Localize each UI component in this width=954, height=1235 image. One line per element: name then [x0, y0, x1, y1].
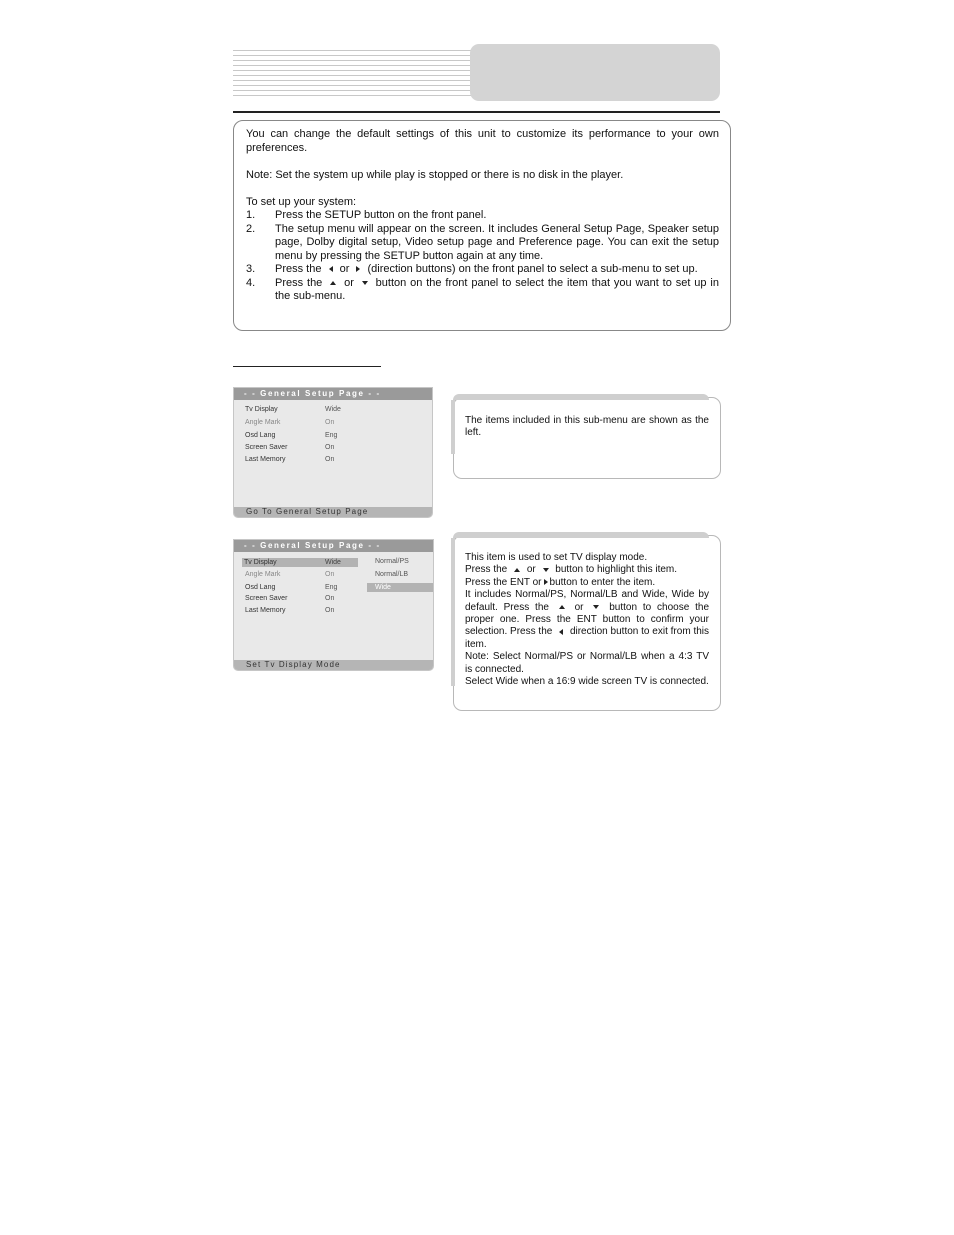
osd-row-label: Tv Display [245, 406, 278, 413]
osd-row-value: Wide [325, 559, 341, 566]
osd-row-value: On [325, 419, 335, 426]
left-arrow-icon [329, 266, 333, 272]
intro-note: Note: Set the system up while play is stopped or there is no disk in the player. [246, 168, 624, 181]
osd-row-label: Screen Saver [245, 595, 288, 602]
osd-row-value: On [325, 444, 335, 451]
osd-row-value: On [325, 456, 335, 463]
step-text: or [339, 263, 350, 275]
osd-footer: Set Tv Display Mode [234, 660, 433, 670]
osd-row-label: Screen Saver [245, 444, 288, 451]
callout-shade [453, 532, 709, 538]
osd-row-value: Eng [325, 584, 338, 591]
callout-text: button to choose the proper one. Press the ENT button to confirm your selection. Press the [465, 601, 710, 638]
callout-shade [451, 538, 455, 686]
header-rule [233, 111, 720, 113]
intro-paragraph: You can change the default settings of this unit to customize its performance to your own preferences. [246, 128, 719, 154]
osd-title: - - General Setup Page - - [234, 540, 433, 552]
osd-row-label: Angle Mark [245, 419, 281, 426]
callout-line: Select Wide when a 16:9 wide screen TV is connected. [465, 676, 709, 688]
callout-line: Note: Select Normal/PS or Normal/LB when a 4:3 TV is connected. [465, 651, 709, 675]
osd-row-value: On [325, 571, 335, 578]
callout-text: button to highlight this item. [555, 564, 678, 576]
osd-option: Normal/PS [375, 558, 409, 565]
osd-row-value: Eng [325, 432, 338, 439]
callout-text: It includes Normal/PS, Normal/LB and Wide, Wide by default. Press the [465, 589, 709, 613]
callout-text: direction button to exit from this item. [465, 626, 710, 650]
osd-row-value: Wide [325, 406, 341, 413]
callout-line: This item is used to set TV display mode. [465, 552, 648, 563]
step-text: (direction buttons) on the front panel to select a sub-menu to set up. [367, 263, 698, 275]
osd-title: - - General Setup Page - - [234, 388, 432, 400]
callout-tv-display-info [453, 535, 721, 711]
step-text: button on the front panel to select the item that you want to set up in the sub-menu. [275, 276, 719, 302]
step-number: 1. [246, 209, 256, 221]
step-number: 2. [246, 222, 256, 235]
callout-line [465, 577, 709, 589]
osd-row-value: On [325, 607, 335, 614]
osd-screen-tv-display [233, 539, 434, 671]
step-text: or [344, 276, 354, 289]
step-text: Press the [275, 263, 322, 275]
osd-screen-general [233, 387, 433, 518]
up-arrow-icon [559, 605, 565, 609]
step-text: Press the [275, 276, 323, 289]
callout-text: or [526, 564, 536, 576]
callout-shade [451, 400, 455, 454]
right-arrow-icon [544, 579, 548, 585]
left-arrow-icon [559, 629, 563, 635]
step-item [246, 223, 719, 264]
header-stripes [233, 50, 473, 96]
osd-row-label: Osd Lang [245, 432, 276, 439]
intro-box [233, 120, 731, 331]
callout-line [465, 564, 709, 576]
callout-text: or [574, 601, 584, 613]
osd-row-value: On [325, 595, 335, 602]
osd-option: Wide [375, 584, 391, 591]
step-text: Press the SETUP button on the front panel. [275, 209, 487, 221]
down-arrow-icon [543, 568, 549, 572]
step-number: 4. [246, 276, 256, 289]
up-arrow-icon [514, 568, 520, 572]
step-item [246, 209, 719, 223]
osd-row-label: Osd Lang [245, 584, 276, 591]
callout-submenu-info [453, 397, 721, 479]
callout-text: The items included in this sub-menu are shown as the left. [465, 415, 709, 439]
osd-row-label: Angle Mark [245, 571, 281, 578]
osd-option: Normal/LB [375, 571, 409, 578]
step-item [246, 277, 719, 304]
callout-text: Press the ENT or [465, 576, 542, 588]
osd-footer: Go To General Setup Page [234, 507, 432, 517]
setup-steps [246, 209, 719, 304]
callout-line [465, 589, 709, 651]
up-arrow-icon [330, 281, 336, 285]
step-item [246, 263, 719, 277]
step-number: 3. [246, 263, 256, 275]
section-rule [233, 366, 381, 367]
step-text: The setup menu will appear on the screen. It includes General Setup Page, Speaker setup page, Dolby digital setup, Video setup page and Preference page. You can exit the setup menu by pressing the SETUP button again at any time. [275, 222, 719, 262]
osd-row-label: Tv Display [244, 559, 277, 566]
setup-heading: To set up your system: [246, 195, 357, 208]
osd-row-label: Last Memory [245, 607, 286, 614]
header-tab [470, 44, 720, 101]
osd-row-label: Last Memory [245, 456, 286, 463]
down-arrow-icon [593, 605, 599, 609]
callout-text: button to enter the item. [549, 576, 656, 588]
right-arrow-icon [356, 266, 360, 272]
callout-text: Press the [465, 564, 508, 576]
down-arrow-icon [362, 281, 368, 285]
callout-shade [453, 394, 709, 400]
